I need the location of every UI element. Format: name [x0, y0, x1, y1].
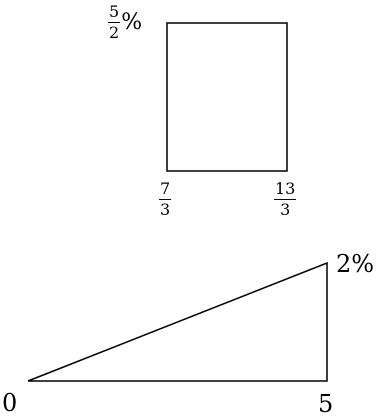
triangle-left-x-label: 0 — [2, 389, 18, 417]
rectangle-right-x-numerator: 13 — [275, 179, 296, 198]
rectangle-left-x-numerator: 7 — [160, 179, 171, 198]
rectangle-left-x-fraction — [159, 181, 171, 218]
rectangle-height-percent: % — [121, 9, 143, 35]
rectangle-left-x-label — [159, 181, 171, 218]
triangle-right-x-label: 5 — [318, 390, 334, 418]
rectangle-right-x-denominator: 3 — [280, 200, 291, 219]
rectangle-left-x-denominator: 3 — [160, 200, 171, 219]
rectangle-height-numerator: 5 — [109, 2, 120, 21]
rectangle-height-denominator: 2 — [109, 23, 120, 42]
rectangle-height-label — [108, 4, 142, 41]
rectangle-height-fraction — [108, 4, 120, 41]
rectangle-right-x-fraction — [274, 181, 296, 218]
right-triangle-shape — [28, 263, 327, 381]
rectangle-right-x-label — [274, 181, 296, 218]
triangle-height-label: 2% — [336, 250, 375, 278]
rectangle-shape — [167, 23, 287, 171]
